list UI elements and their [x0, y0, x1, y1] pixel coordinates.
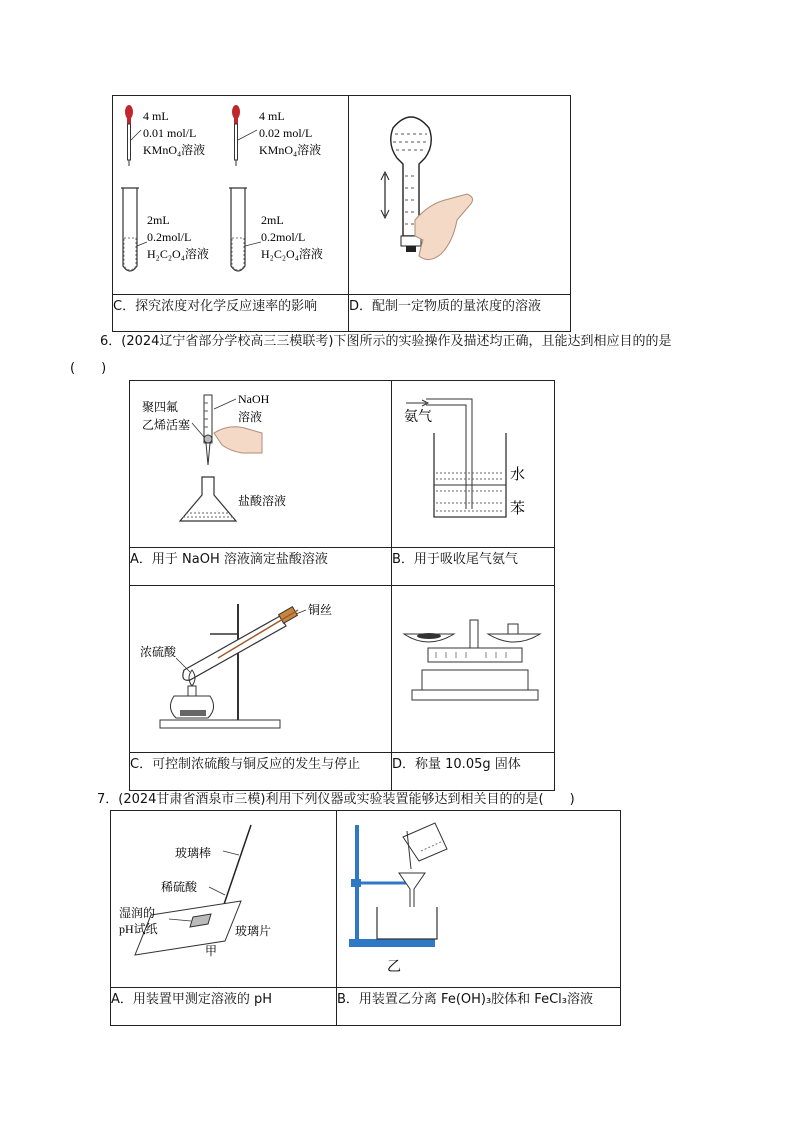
q7a-rod-label: 玻璃棒 [175, 846, 212, 860]
q6a-hcl-label: 盐酸溶液 [238, 494, 287, 508]
q6b-benzene-label: 苯 [510, 501, 526, 517]
q6-figure-a [130, 381, 392, 548]
q5c-conc-2: 0.02 mol/L [259, 126, 313, 140]
q7-options-table [110, 810, 621, 1026]
balance-base [412, 690, 538, 700]
q6a-naoh-label: NaOH [238, 392, 270, 406]
q6-figure-b [392, 381, 555, 548]
stand-base [160, 720, 280, 728]
q7-caption-b: B．用装置乙分离 Fe(OH)₃胶体和 FeCl₃溶液 [337, 988, 621, 1026]
right-pan [488, 634, 540, 642]
q6c-cu-label: 铜丝 [308, 603, 333, 617]
q6-figure-c [130, 586, 392, 753]
q7a-wet-label: 湿润的 [119, 906, 156, 920]
q7a-jia-label: 甲 [205, 944, 218, 958]
q7a-glass-label: 玻璃片 [235, 924, 272, 938]
q6-caption-c: C．可控制浓硫酸与铜反应的发生与停止 [130, 753, 392, 791]
q5c-diagram [113, 96, 349, 290]
q6b-absorption-diagram [392, 381, 555, 543]
q5c-vol-4: 2mL [261, 213, 284, 227]
q5-figure-c [113, 96, 349, 295]
q6-caption-a: A．用于 NaOH 溶液滴定盐酸溶液 [130, 548, 392, 586]
hand [214, 427, 262, 453]
q5c-reagent-2: KMnO₄溶液 [259, 143, 322, 157]
q5c-reagent-1: KMnO₄溶液 [143, 143, 206, 157]
q5c-vol-3: 2mL [147, 213, 170, 227]
beam [428, 648, 522, 662]
q6d-balance-diagram [392, 586, 555, 748]
q5c-conc-1: 0.01 mol/L [143, 126, 197, 140]
q6-caption-b: B．用于吸收尾气氨气 [392, 548, 555, 586]
q6a-sol-label: 溶液 [238, 410, 263, 424]
conical-flask [180, 477, 236, 521]
gas-tube [426, 399, 472, 509]
q5c-vol-1: 4 mL [143, 109, 169, 123]
q6b-water-label: 水 [510, 467, 526, 483]
balance-body [422, 670, 528, 690]
q6-figure-d [392, 586, 555, 753]
stand-base [349, 939, 435, 947]
q6-stem: 6．(2024辽宁省部分学校高三三模联考)下图所示的实验操作及描述均正确，且能达到相应目的的是 [100, 334, 672, 349]
dropper-1 [125, 105, 141, 166]
q5-caption-d: D．配制一定物质的量浓度的溶液 [349, 295, 571, 332]
q7-figure-b [337, 811, 621, 988]
q6-options-table [129, 380, 555, 791]
q5-figure-d [349, 96, 571, 295]
q6c-acid-label: 浓硫酸 [140, 645, 177, 659]
q5-options-table [112, 95, 571, 332]
q6c-copper-reaction-diagram [130, 586, 392, 748]
q7b-filtration-diagram [337, 811, 621, 983]
test-tube-2 [229, 188, 261, 271]
pointer [470, 620, 478, 650]
q6a-titration-diagram [130, 381, 392, 543]
q5c-reagent-3: H₂C₂O₄溶液 [147, 247, 209, 261]
beaker [434, 433, 506, 517]
q7-caption-a: A．用装置甲测定溶液的 pH [111, 988, 337, 1026]
q7-figure-a [111, 811, 337, 988]
q7a-acid-label: 稀硫酸 [161, 880, 198, 894]
q5c-reagent-4: H₂C₂O₄溶液 [261, 247, 323, 261]
weight [508, 624, 518, 634]
q5c-conc-3: 0.2mol/L [147, 230, 192, 244]
q7a-ph-paper-diagram [111, 811, 337, 983]
q5-caption-c: C．探究浓度对化学反应速率的影响 [113, 295, 349, 332]
q6-caption-d: D．称量 10.05g 固体 [392, 753, 555, 791]
q5c-conc-4: 0.2mol/L [261, 230, 306, 244]
q6a-ptfe-label-2: 乙烯活塞 [142, 418, 191, 432]
q6-answer-paren: ( ) [70, 361, 107, 376]
q7a-ph-label: pH试纸 [119, 922, 158, 936]
receiving-beaker [377, 907, 437, 939]
q6b-nh3-label: 氨气 [404, 410, 432, 425]
dropper-2 [232, 105, 257, 166]
hand [415, 194, 473, 260]
q5d-volumetric-flask-diagram [349, 96, 571, 290]
q6a-ptfe-label-1: 聚四氟 [142, 400, 179, 414]
q7-stem: 7．(2024甘肃省酒泉市三模)利用下列仪器或实验装置能够达到相关目的的是( ) [97, 792, 575, 807]
test-tube-1 [121, 188, 147, 271]
q5c-vol-2: 4 mL [259, 109, 285, 123]
q7b-yi-label: 乙 [387, 960, 401, 975]
stopcock [204, 435, 212, 443]
